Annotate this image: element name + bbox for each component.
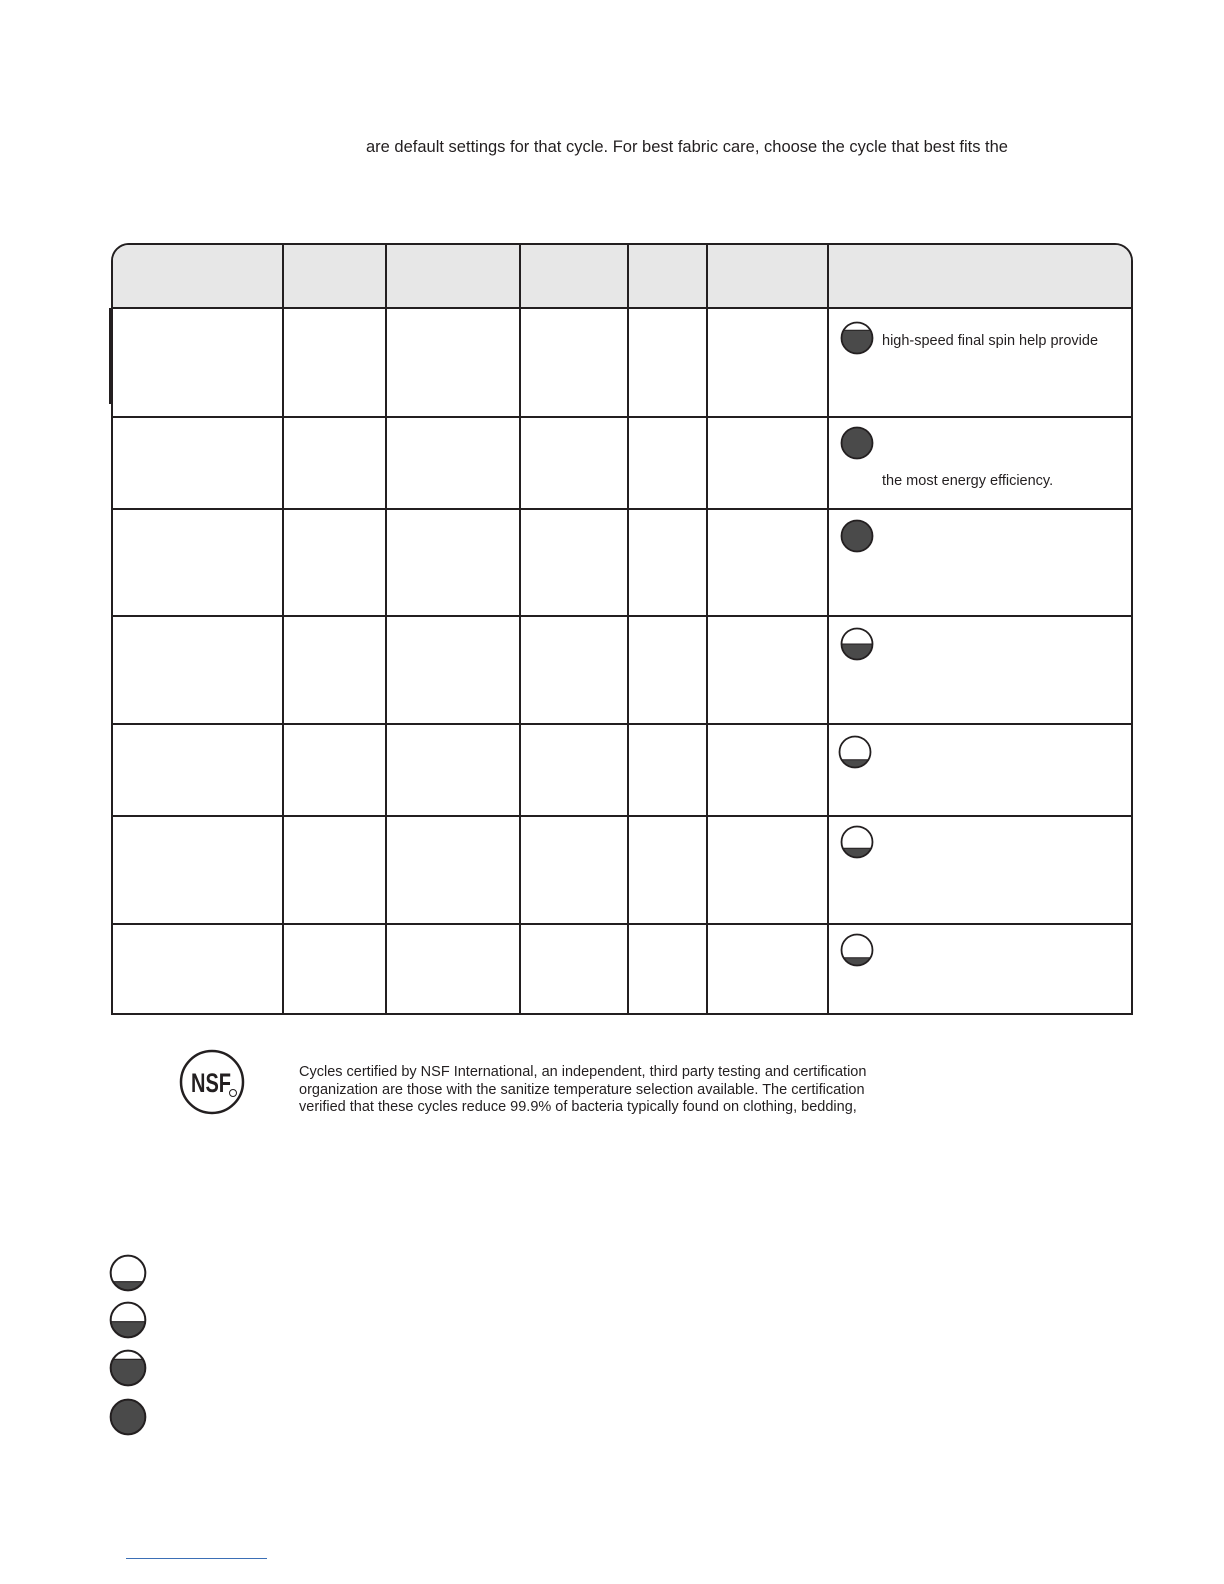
nsf-line-2: organization are those with the sanitize temperature selection available. The certification [299,1081,865,1098]
water-level-three-quarter-icon [840,321,874,355]
column-divider [706,245,708,1013]
nsf-line-1: Cycles certified by NSF International, an independent, third party testing and certification [299,1064,867,1080]
water-level-quarter-icon [840,825,874,859]
nsf-logo-icon [179,1049,245,1115]
row-description: high-speed final spin help provide [882,333,1099,349]
column-divider [282,245,284,1013]
nsf-logo-text: NSF [191,1068,231,1098]
column-divider [385,245,387,1013]
column-divider [519,245,521,1013]
cycle-guide-table [111,243,1133,1015]
nsf-line-3: verified that these cycles reduce 99.9% of bacteria typically found on clothing, bedding, [299,1099,857,1115]
column-divider [627,245,629,1013]
water-level-quarter-icon [840,933,874,967]
row-divider [113,723,1131,725]
row-divider [113,615,1131,617]
table-header [113,245,1131,309]
row-description: the most energy efficiency. [882,473,1054,489]
column-divider [827,245,829,1013]
nsf-certification-note [299,1064,939,1117]
row-divider [113,416,1131,418]
row-divider [113,923,1131,925]
row-divider [113,508,1131,510]
water-level-full-icon [840,426,874,460]
row-divider [113,815,1131,817]
water-level-half-icon [840,627,874,661]
legend-quarter-icon [109,1254,147,1292]
intro-paragraph: are default settings for that cycle. For best fabric care, choose the cycle that best fits the [366,138,1008,156]
footer-link-underline [126,1558,267,1559]
legend-half-icon [109,1301,147,1339]
legend-full-icon [109,1398,147,1436]
legend-three-quarter-icon [109,1349,147,1387]
water-level-quarter-icon [838,735,872,769]
water-level-full-icon [840,519,874,553]
